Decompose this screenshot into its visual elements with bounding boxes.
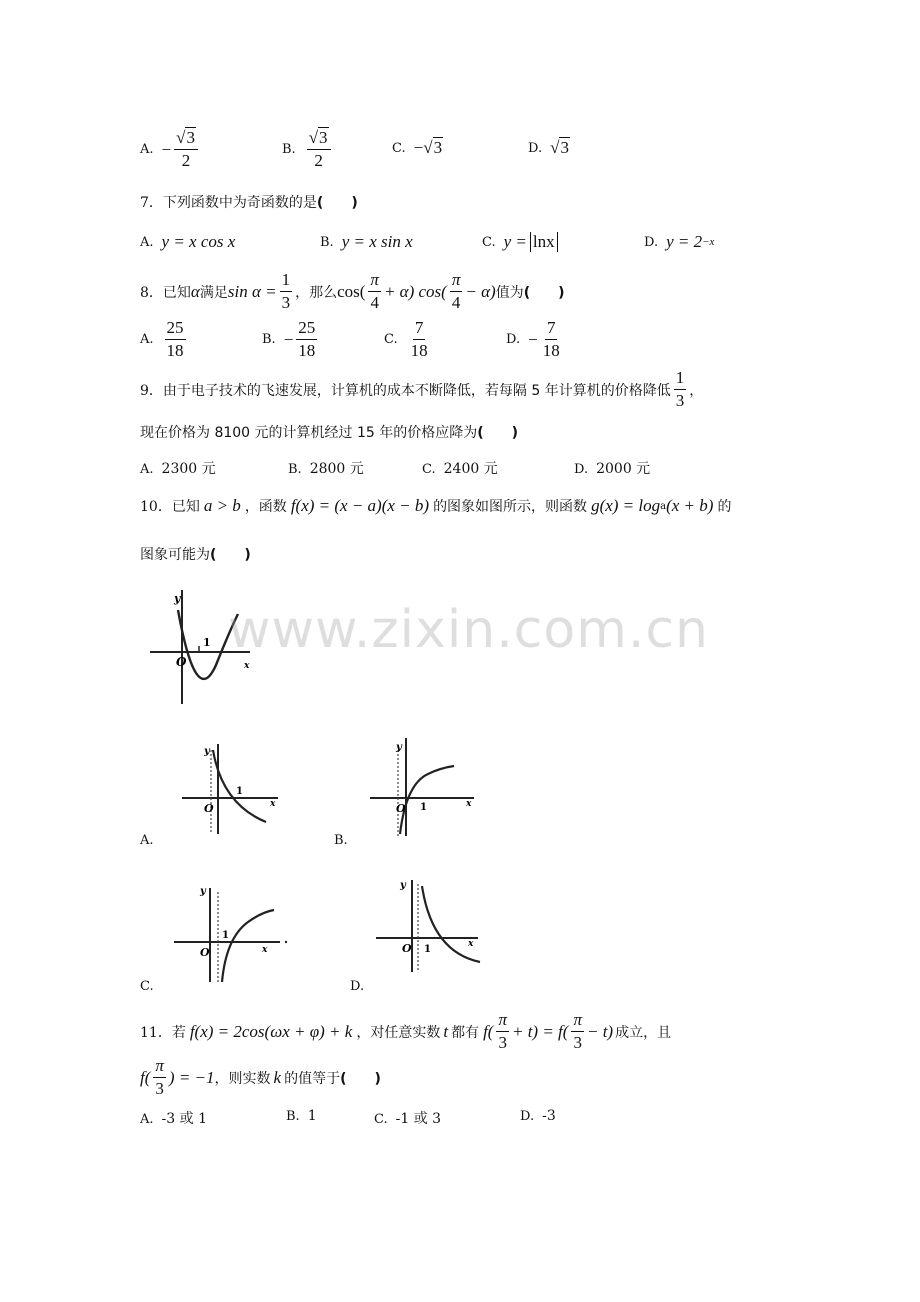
q11-option-c: C. -1 或 3 bbox=[374, 1111, 442, 1127]
svg-text:1: 1 bbox=[236, 786, 243, 797]
svg-text:y: y bbox=[204, 746, 210, 757]
one-label: 1 bbox=[203, 636, 211, 649]
q10-graph-d bbox=[372, 872, 486, 976]
svg-text:O: O bbox=[396, 802, 406, 815]
q11-option-d: D. -3 bbox=[520, 1108, 556, 1124]
svg-text:1: 1 bbox=[420, 802, 427, 813]
q9-stem-line1: 9． 由于电子技术的飞速发展，计算机的成本不断降低，若每隔 5 年计算机的价格降低 $\frac{1}{3}$ ， bbox=[140, 368, 704, 410]
svg-text:x: x bbox=[466, 799, 472, 809]
q10-graph-a bbox=[178, 736, 288, 836]
q10-option-b-label: B. bbox=[334, 833, 348, 848]
q8-option-c: C. $\frac{7}{18}$ bbox=[384, 318, 428, 360]
svg-text:y: y bbox=[400, 880, 406, 891]
svg-text:O: O bbox=[204, 802, 214, 815]
q11-stem-line2: f( $\frac{\pi}{3}$ ) = −1 ，则实数 k 的值等于 ( ) bbox=[140, 1056, 381, 1098]
fraction: $\frac{√3}{2}$ bbox=[174, 128, 198, 171]
q10-stem-line1: 10． 已知 a > b ，函数 f(x) = (x − a)(x − b) 的图象如图所示，则函数 g(x) = log a (x + b) 的 bbox=[140, 496, 732, 515]
q7-option-b: B. y = x sin x bbox=[320, 232, 413, 251]
q10-graph-b bbox=[366, 730, 482, 840]
q9-stem-line2: 现在价格为 8100 元的计算机经过 15 年的价格应降为( ) bbox=[140, 425, 519, 441]
q9-option-b: B. 2800 元 bbox=[288, 461, 364, 477]
q8-option-a: A. $\frac{25}{18}$ bbox=[140, 318, 184, 360]
q6-option-c: C. − √3 bbox=[392, 138, 443, 157]
svg-text:1: 1 bbox=[222, 930, 229, 941]
svg-text:O: O bbox=[200, 946, 210, 959]
q6-option-d: D. √3 bbox=[528, 138, 569, 157]
q10-option-c-label: C. bbox=[140, 979, 154, 994]
svg-text:y: y bbox=[200, 886, 206, 897]
q8-option-d: D. − $\frac{7}{18}$ bbox=[506, 318, 560, 360]
q8-option-b: B. − $\frac{25}{18}$ bbox=[262, 318, 316, 360]
svg-text:O: O bbox=[402, 942, 412, 955]
q10-graph-c bbox=[170, 878, 292, 988]
q9-option-d: D. 2000 元 bbox=[574, 461, 651, 477]
q10-stem-line2: 图象可能为( ) bbox=[140, 547, 251, 563]
q10-option-d-label: D. bbox=[350, 979, 365, 994]
log-curve bbox=[400, 766, 454, 834]
x-label: x bbox=[244, 661, 250, 671]
svg-text:x: x bbox=[468, 939, 474, 949]
q10-option-a-label: A. bbox=[140, 833, 154, 848]
q7-option-c: C. y = lnx bbox=[482, 232, 558, 252]
q11-option-a: A. -3 或 1 bbox=[140, 1111, 207, 1127]
watermark: www.zixin.com.cn bbox=[228, 600, 709, 660]
svg-text:x: x bbox=[262, 945, 268, 955]
q11-option-b: B. 1 bbox=[286, 1108, 317, 1124]
q9-option-c: C. 2400 元 bbox=[422, 461, 498, 477]
q7-stem: 7．下列函数中为奇函数的是( ) bbox=[140, 195, 358, 211]
q6-option-a: A. − $\frac{√3}{2}$ bbox=[140, 128, 201, 171]
q7-option-a: A. y = x cos x bbox=[140, 232, 236, 251]
q8-stem: 8． 已知 α 满足 sin α = $\frac{1}{3}$ ，那么 cos( $\frac{\pi}{4}$ + α) cos( $\frac{\pi}{4}$ − α) 值为 ( ) bbox=[140, 270, 565, 312]
y-label: y bbox=[174, 592, 181, 605]
q6-option-b: B. $\frac{√3}{2}$ bbox=[282, 128, 334, 171]
svg-text:x: x bbox=[270, 799, 276, 809]
q11-stem-line1: 11． 若 f(x) = 2cos(ωx + φ) + k ，对任意实数 t 都有 f( $\frac{\pi}{3}$ + t) = f( $\frac{\pi}{3}$ − t) 成立，且 bbox=[140, 1010, 672, 1052]
origin-label: O bbox=[176, 655, 187, 669]
svg-text:y: y bbox=[396, 742, 402, 753]
q7-option-d: D. y = 2 −x bbox=[644, 232, 715, 251]
q9-option-a: A. 2300 元 bbox=[140, 461, 216, 477]
svg-text:1: 1 bbox=[424, 944, 431, 955]
fraction: $\frac{√3}{2}$ bbox=[307, 128, 331, 171]
